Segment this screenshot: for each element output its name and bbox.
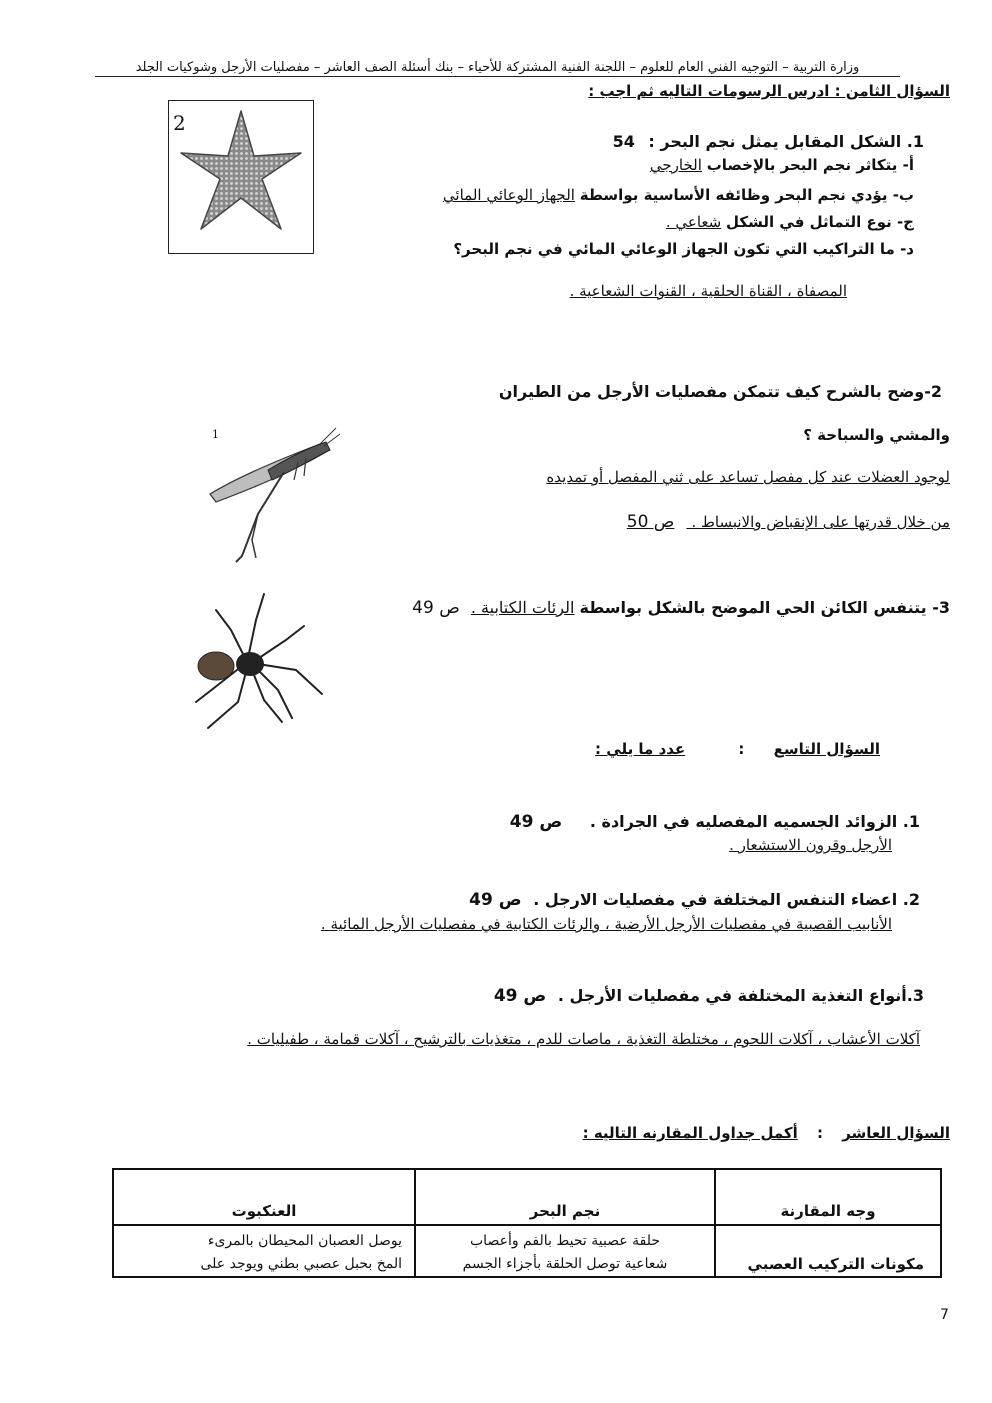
grasshopper-figure — [198, 422, 348, 572]
page-number: 7 — [940, 1307, 949, 1323]
q9-item3-answer: آكلات الأعشاب ، آكلات اللحوم ، مختلطة التغذية ، ماصات للدم ، متغذيات بالترشيح ، آكلات قمامة ، طفيليات . — [247, 1030, 920, 1048]
q8-item1-lead: 1. الشكل المقابل يمثل نجم البحر : 54 — [612, 132, 924, 151]
q8-item1-a: أ- يتكاثر نجم البحر بالإخصاب الخارجي — [649, 156, 914, 174]
page-ref: ص 49 — [509, 812, 563, 832]
page-ref: ص 50 — [626, 512, 675, 532]
q8-item2-question-line2: والمشي والسباحة ؟ — [803, 426, 950, 444]
q8-item1-d-answer: المصفاة ، القناة الحلقية ، القنوات الشعاعية . — [569, 282, 847, 300]
table-row — [113, 1225, 941, 1277]
q8-item1-d: د- ما التراكيب التي تكون الجهاز الوعائي المائي في نجم البحر؟ — [453, 240, 914, 258]
answer: الخارجي — [649, 156, 702, 174]
page-ref: ص 49 — [469, 890, 522, 910]
q8-item3: 3- يتنفس الكائن الحي الموضح بالشكل بواسطة الرئات الكتابية . ص 49 — [412, 598, 950, 618]
table-header-cell: نجم البحر — [415, 1169, 715, 1225]
q8-item1-c: ج- نوع التماثل في الشكل شعاعي . — [665, 213, 914, 231]
q9-item2-answer: الأنابيب القصبية في مفصليات الأرجل الأرضية ، والرئات الكتابية في مفصليات الأرجل المائية . — [320, 915, 892, 933]
q10-title: السؤال العاشر : أكمل جداول المقارنه التاليه : — [582, 1124, 950, 1142]
q8-title: السؤال الثامن : ادرس الرسومات التاليه ثم اجب : — [588, 82, 950, 100]
q8-item2-question-line1: 2-وضح بالشرح كيف تتمكن مفصليات الأرجل من الطيران — [498, 382, 942, 401]
figure-number: 1 — [212, 428, 219, 441]
starfish-figure — [168, 100, 314, 254]
grasshopper-icon — [198, 422, 348, 572]
page-header: وزارة التربية – التوجيه الفني العام للعلوم – اللجنة الفنية المشتركة للأحياء – بنك أسئلة الصف العاشر – مفصليات الأرجل وشوكيات الجلد — [95, 60, 900, 77]
q9-title: السؤال التاسع : عدد ما يلي : — [595, 740, 880, 758]
starfish-icon — [169, 101, 313, 253]
spider-figure — [186, 590, 326, 735]
table-header-cell: العنكبوت — [113, 1169, 415, 1225]
q8-item2-answer-line1: لوجود العضلات عند كل مفصل تساعد على ثني المفصل أو تمديده — [546, 468, 950, 486]
table-row-label: مكونات التركيب العصبي — [715, 1225, 941, 1277]
comparison-table — [112, 1168, 942, 1278]
table-header-row — [113, 1169, 941, 1225]
table-header-cell: وجه المقارنة — [715, 1169, 941, 1225]
page-ref: ص 49 — [493, 986, 547, 1006]
q8-item2-answer-line2: من خلال قدرتها على الإنقباض والانبساط . ص 50 — [626, 512, 950, 532]
q8-item1-b: ب- يؤدي نجم البحر وظائفه الأساسية بواسطة الجهاز الوعائي المائي — [442, 186, 914, 204]
answer: الجهاز الوعائي المائي — [442, 186, 575, 204]
table-cell-spider: يوصل العصبان المحيطان بالمرىء المخ بحبل عصبي بطني ويوجد على — [113, 1225, 415, 1277]
figure-number: 2 — [173, 111, 186, 135]
table-cell-starfish: حلقة عصبية تحيط بالفم وأعصاب شعاعية توصل الحلقة بأجزاء الجسم — [415, 1225, 715, 1277]
answer: شعاعي . — [665, 213, 722, 231]
q8-item1-ref: 54 — [612, 132, 635, 151]
q9-item1-question: 1. الزوائد الجسميه المفصليه في الجرادة . ص 49 — [509, 812, 920, 832]
q9-item2-question: 2. اعضاء التنفس المختلفة في مفصليات الارجل . ص 49 — [469, 890, 920, 910]
spider-icon — [186, 590, 326, 735]
answer: الرئات الكتابية . — [470, 598, 575, 617]
q9-item3-question: 3.أنواع التغذية المختلفة في مفصليات الأرجل . ص 49 — [493, 986, 924, 1006]
q9-item1-answer: الأرجل وقرون الاستشعار . — [729, 836, 892, 854]
page-ref: ص 49 — [412, 598, 460, 618]
